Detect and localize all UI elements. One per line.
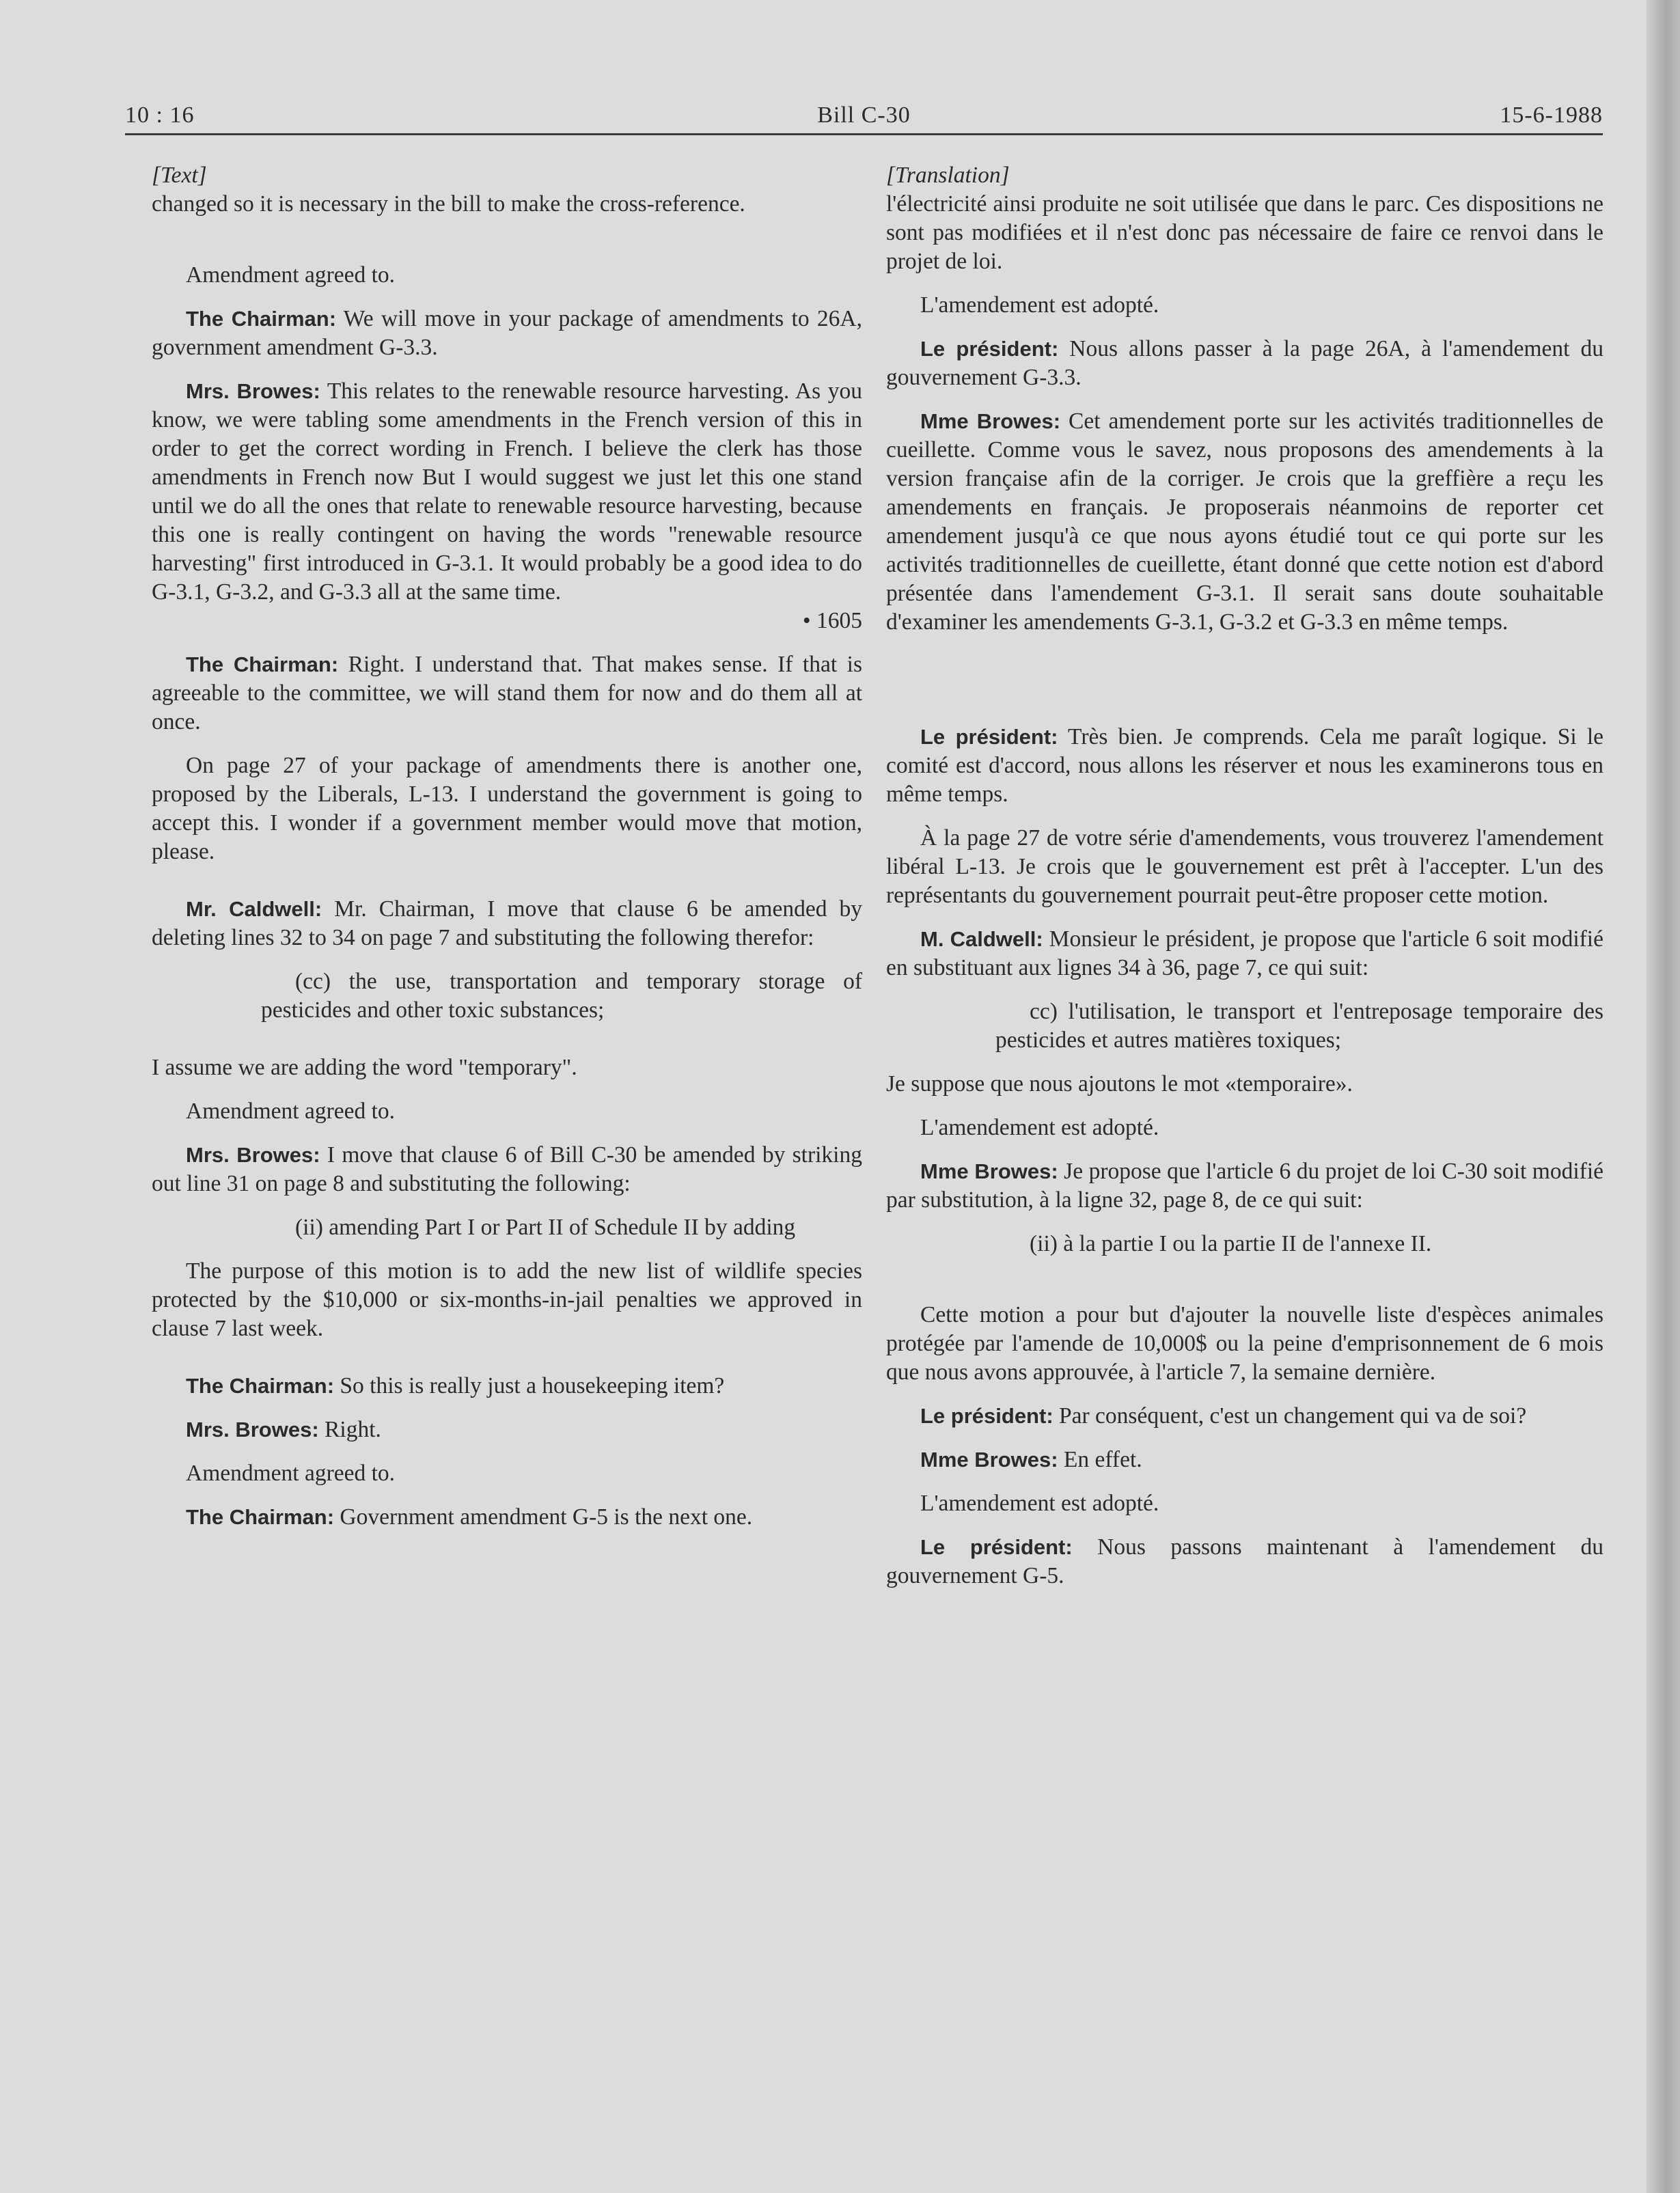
header-rule — [125, 133, 1603, 135]
paragraph: l'électricité ainsi produite ne soit utilisée que dans le parc. Ces dispositions ne sont pas modifiées et il n'est donc pas nécessaire de faire ce renvoi dans le projet de loi. — [886, 191, 1603, 274]
speech-text: Mr. Chairman, I move that clause 6 be amended by deleting lines 32 to 34 on page 7 and substituting the following therefor: — [152, 896, 863, 950]
paragraph — [886, 925, 1603, 982]
speaker-name: Mme Browes: — [920, 1448, 1058, 1472]
quoted-amendment: (ii) amending Part I or Part II of Schedule II by adding — [295, 1215, 796, 1240]
paragraph — [152, 305, 862, 362]
paragraph: I assume we are adding the word "temporary". — [152, 1055, 577, 1080]
page-number: 10 : 16 — [125, 102, 195, 128]
english-column — [152, 161, 862, 1532]
paragraph — [886, 407, 1603, 637]
paragraph — [152, 1416, 862, 1444]
speaker-name: Le président: — [920, 337, 1059, 361]
paragraph — [152, 650, 862, 736]
paragraph: L'amendement est adopté. — [920, 292, 1159, 318]
speaker-name: The Chairman: — [186, 652, 339, 676]
speaker-name: Mme Browes: — [920, 1159, 1058, 1183]
paragraph — [886, 723, 1603, 809]
speaker-name: Le président: — [920, 725, 1058, 749]
paragraph — [152, 1372, 862, 1401]
speech-text: This relates to the renewable resource harvesting. As you know, we were tabling some amendments in the French version of this in order to get the correct wording in French. I believe the clerk has those amendments in French now But I would suggest we just let this one stand until we do all the ones that relate to renewable resource harvesting, because this one is really contingent on having the words "renewable resource harvesting" first introduced in G-3.1. It would probably be a good idea to do G-3.1, G-3.2, and G-3.3 all at the same time. — [152, 378, 862, 605]
speech-text: Nous allons passer à la page 26A, à l'amendement du gouvernement G-3.3. — [886, 336, 1603, 390]
speaker-name: Mrs. Browes: — [186, 1418, 319, 1442]
quoted-amendment: (ii) à la partie I ou la partie II de l'annexe II. — [1030, 1231, 1432, 1256]
speaker-name: The Chairman: — [186, 1374, 335, 1398]
paragraph — [152, 895, 862, 952]
paragraph — [886, 1533, 1603, 1590]
paragraph: L'amendement est adopté. — [920, 1491, 1159, 1516]
translation-tag: [Translation] — [886, 163, 1010, 188]
speaker-name: Mme Browes: — [920, 409, 1061, 433]
speaker-name: M. Caldwell: — [920, 927, 1043, 951]
speaker-name: Mr. Caldwell: — [186, 897, 322, 921]
speech-text: So this is really just a housekeeping item? — [334, 1373, 725, 1398]
paragraph: changed so it is necessary in the bill to make the cross-reference. — [152, 191, 745, 217]
speech-text: Très bien. Je comprends. Cela me paraît logique. Si le comité est d'accord, nous allons les réserver et nous les examinerons tous en même temps. — [886, 724, 1603, 807]
speech-text: Monsieur le président, je propose que l'article 6 soit modifié en substituant aux lignes 34 à 36, page 7, ce qui suit: — [886, 926, 1603, 980]
speech-text: We will move in your package of amendments to 26A, government amendment G-3.3. — [152, 306, 863, 360]
speech-text: Government amendment G-5 is the next one. — [334, 1504, 753, 1530]
paragraph: The purpose of this motion is to add the new list of wildlife species protected by the $10,000 or six-months-in-jail penalties we approved in clause 7 last week. — [152, 1258, 862, 1341]
text-tag: [Text] — [152, 163, 207, 188]
quoted-amendment: cc) l'utilisation, le transport et l'entreposage temporaire des pesticides et autres matières toxiques; — [995, 999, 1603, 1053]
paragraph: L'amendement est adopté. — [920, 1115, 1159, 1140]
bill-title: Bill C-30 — [817, 102, 911, 128]
paragraph — [886, 335, 1603, 392]
speaker-name: Le président: — [920, 1404, 1054, 1428]
paragraph: Amendment agreed to. — [186, 262, 396, 288]
speech-text: Right. — [318, 1417, 381, 1442]
speech-text: Nous passons maintenant à l'amendement du gouvernement G-5. — [886, 1534, 1603, 1588]
paragraph: Amendment agreed to. — [186, 1099, 396, 1124]
paragraph — [886, 1402, 1603, 1431]
french-column — [886, 161, 1603, 1590]
speech-text: Cet amendement porte sur les activités traditionnelles de cueillette. Comme vous le savez, nous proposons des amendements à la version française afin de la corriger. Je crois que la greffière a reçu les amendements en français. Je proposerais néanmoins de reporter cet amendement jusqu'à ce que nous ayons étudié tout ce qui porte sur les activités traditionnelles de cueillette, étant donné que cette notion est d'abord présentée dans l'amendement G-3.1. Il serait sans doute souhaitable d'examiner les amendements G-3.1, G-3.2 et G-3.3 en même temps. — [886, 409, 1603, 635]
paragraph: Amendment agreed to. — [186, 1461, 396, 1486]
speaker-name: Mrs. Browes: — [186, 1143, 320, 1167]
paragraph: Je suppose que nous ajoutons le mot «temporaire». — [886, 1071, 1353, 1096]
speech-text: Je propose que l'article 6 du projet de loi C-30 soit modifié par substitution, à la ligne 32, page 8, de ce qui suit: — [886, 1159, 1603, 1213]
speaker-name: Mrs. Browes: — [186, 379, 320, 403]
speaker-name: The Chairman: — [186, 307, 337, 331]
session-date: 15-6-1988 — [1500, 102, 1603, 128]
speaker-name: Le président: — [920, 1535, 1073, 1559]
speaker-name: The Chairman: — [186, 1505, 335, 1529]
paragraph: On page 27 of your package of amendments there is another one, proposed by the Liberals, L-13. I understand the government is going to accept this. I wonder if a government member would move that motion, please. — [152, 753, 862, 864]
time-marker: • 1605 — [802, 608, 862, 633]
paragraph: À la page 27 de votre série d'amendements, vous trouverez l'amendement libéral L-13. Je crois que le gouvernement est prêt à l'accepter. L'un des représentants du gouvernement pourrait peut-être proposer cette motion. — [886, 825, 1603, 908]
quoted-amendment: (cc) the use, transportation and temporary storage of pesticides and other toxic substances; — [261, 969, 862, 1023]
page-header — [125, 102, 1603, 133]
speech-text: I move that clause 6 of Bill C-30 be amended by striking out line 31 on page 8 and substituting the following: — [152, 1142, 862, 1196]
speech-text: En effet. — [1058, 1447, 1142, 1472]
speech-text: Right. I understand that. That makes sense. If that is agreeable to the committee, we will stand them for now and do them all at once. — [152, 652, 863, 734]
paragraph — [152, 377, 862, 607]
paragraph — [152, 1503, 862, 1532]
paragraph — [886, 1157, 1603, 1215]
speech-text: Par conséquent, c'est un changement qui va de soi? — [1053, 1403, 1527, 1429]
page-edge-shadow — [1647, 0, 1680, 2193]
paragraph — [152, 1141, 862, 1198]
paragraph: Cette motion a pour but d'ajouter la nouvelle liste d'espèces animales protégée par l'amende de 10,000$ ou la peine d'emprisonnement de 6 mois que nous avons approuvée, à l'article 7, la semaine dernière. — [886, 1302, 1603, 1385]
paragraph — [886, 1446, 1603, 1474]
